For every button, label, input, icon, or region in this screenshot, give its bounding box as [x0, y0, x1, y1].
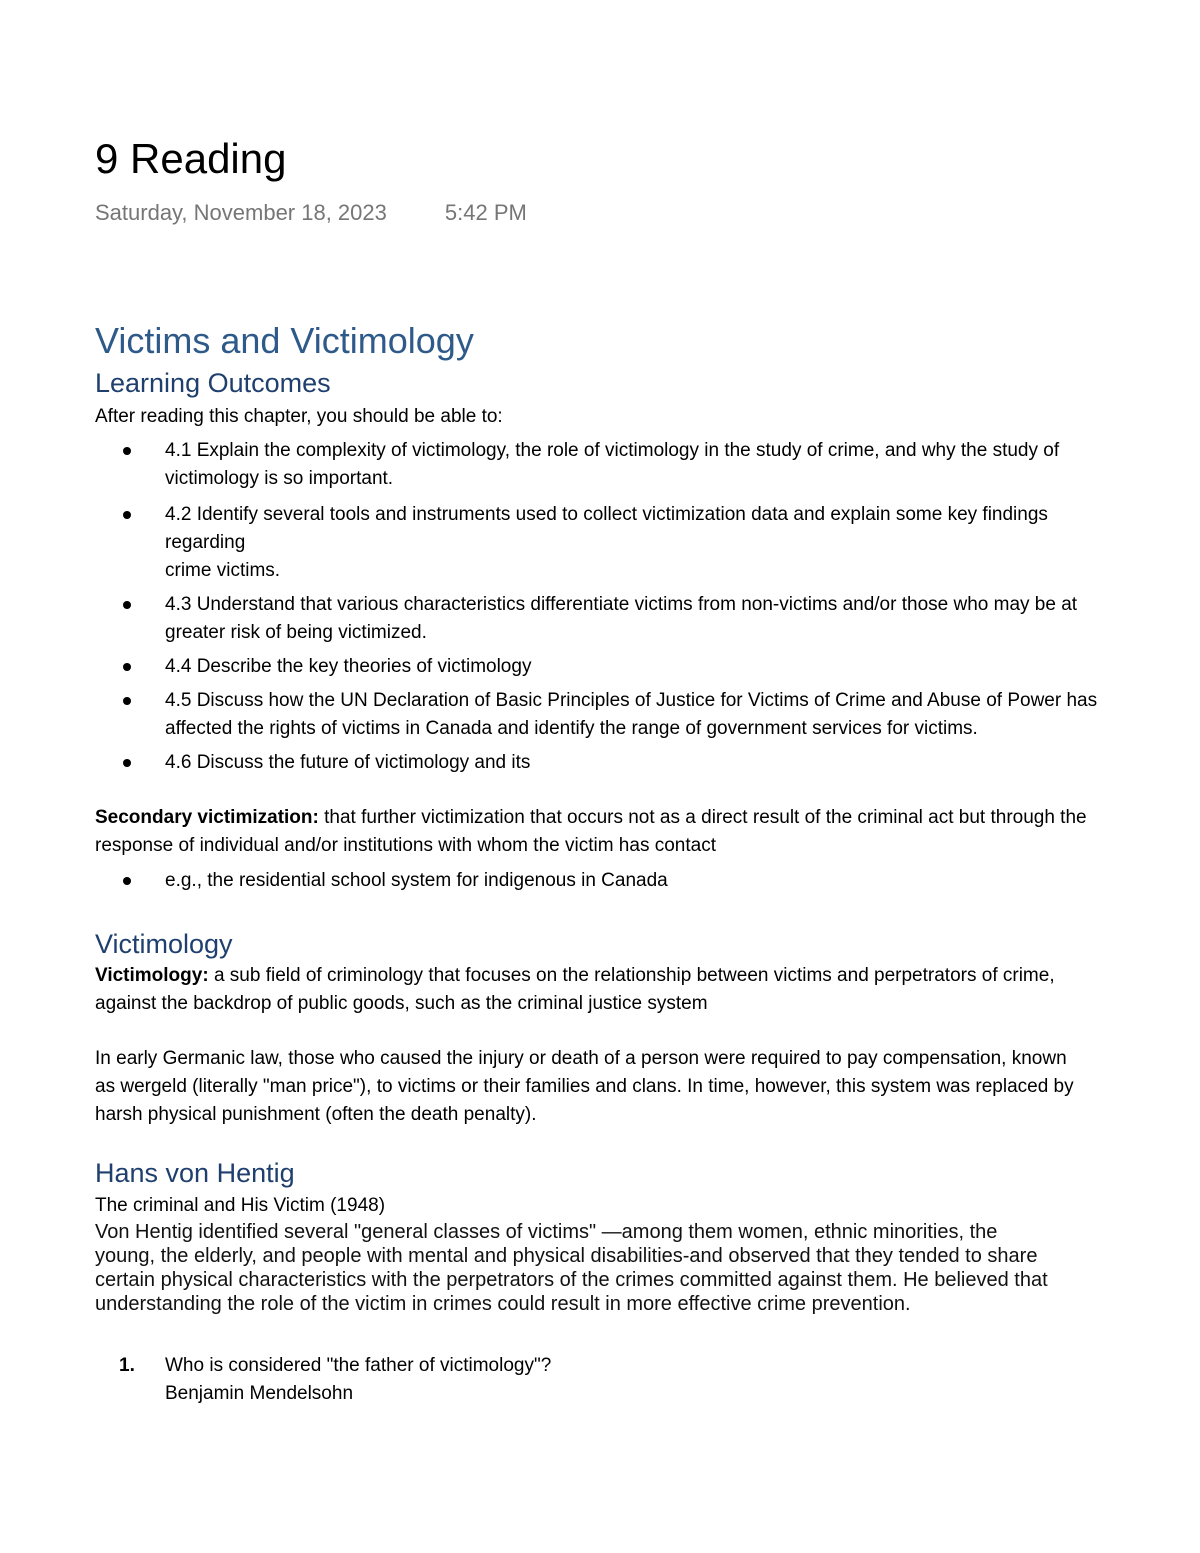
- subheading-victimology: Victimology: [95, 929, 233, 959]
- outcome-line: regarding: [165, 532, 246, 553]
- bullet-icon: [123, 447, 131, 455]
- bullet-icon: [123, 601, 131, 609]
- paragraph-line: certain physical characteristics with the perpetrators of the crimes committed against them. He believed that: [95, 1269, 1048, 1291]
- outcome-line: 4.1 Explain the complexity of victimology, the role of victimology in the study of crime, and why the study of: [165, 440, 1060, 461]
- outcome-line: 4.2 Identify several tools and instruments used to collect victimization data and explain some key findings: [165, 504, 1048, 525]
- term-secondary-victimization: Secondary victimization:: [95, 807, 319, 828]
- term-victimology: Victimology:: [95, 965, 209, 986]
- subheading-hans-von-hentig: Hans von Hentig: [95, 1158, 295, 1188]
- example-text: e.g., the residential school system for indigenous in Canada: [165, 870, 668, 891]
- page-time: 5:42 PM: [444, 200, 527, 225]
- definition-text: a sub field of criminology that focuses on the relationship between victims and perpetrators of crime,: [208, 965, 1055, 986]
- outcome-line: greater risk of being victimized.: [165, 622, 427, 643]
- page-date: Saturday, November 18, 2023: [95, 200, 387, 225]
- outcome-line: victimology is so important.: [165, 468, 394, 489]
- paragraph-line: harsh physical punishment (often the death penalty).: [95, 1104, 537, 1125]
- book-title: The criminal and His Victim (1948): [95, 1195, 386, 1216]
- von-hentig-paragraph: [95, 1220, 1048, 1316]
- outcome-line: 4.3 Understand that various characteristics differentiate victims from non-victims and/or those who may be at: [165, 594, 1078, 615]
- paragraph-line: Von Hentig identified several "general classes of victims" —among them women, ethnic minorities, the: [95, 1221, 998, 1243]
- germanic-law-paragraph: [95, 1045, 1074, 1129]
- bullet-icon: [123, 511, 131, 519]
- paragraph-line: understanding the role of the victim in crimes could result in more effective crime prevention.: [95, 1293, 911, 1315]
- outcome-line: 4.5 Discuss how the UN Declaration of Basic Principles of Justice for Victims of Crime and Abuse of Power has: [165, 690, 1098, 711]
- outcome-line: crime victims.: [165, 560, 281, 581]
- paragraph-line: young, the elderly, and people with mental and physical disabilities-and observed that they tended to share: [95, 1245, 1038, 1267]
- answer-text: Benjamin Mendelsohn: [165, 1383, 354, 1404]
- definition-text: response of individual and/or institutions with whom the victim has contact: [95, 835, 716, 856]
- secondary-victimization-definition: [95, 804, 1087, 860]
- page-title: 9 Reading: [95, 135, 287, 182]
- question-number: 1.: [119, 1355, 135, 1376]
- intro-text: After reading this chapter, you should be able to:: [95, 406, 503, 427]
- paragraph-line: In early Germanic law, those who caused the injury or death of a person were required to pay compensation, known: [95, 1048, 1067, 1069]
- outcome-line: 4.6 Discuss the future of victimology and its: [165, 752, 531, 773]
- bullet-icon: [123, 697, 131, 705]
- note-page: [95, 0, 1200, 1553]
- page-timestamp: [95, 200, 527, 226]
- section-heading-victims: Victims and Victimology: [95, 320, 474, 361]
- definition-text: against the backdrop of public goods, such as the criminal justice system: [95, 993, 708, 1014]
- bullet-icon: [123, 877, 131, 885]
- paragraph-line: as wergeld (literally "man price"), to victims or their families and clans. In time, however, this system was replaced by: [95, 1076, 1074, 1097]
- bullet-icon: [123, 663, 131, 671]
- victimology-definition: [95, 962, 1055, 1018]
- outcome-line: 4.4 Describe the key theories of victimology: [165, 656, 532, 677]
- definition-text: that further victimization that occurs not as a direct result of the criminal act but through the: [318, 807, 1087, 828]
- bullet-icon: [123, 759, 131, 767]
- question-text: Who is considered "the father of victimology"?: [165, 1355, 552, 1376]
- subheading-learning-outcomes: Learning Outcomes: [95, 368, 331, 398]
- outcome-line: affected the rights of victims in Canada and identify the range of government services for victims.: [165, 718, 978, 739]
